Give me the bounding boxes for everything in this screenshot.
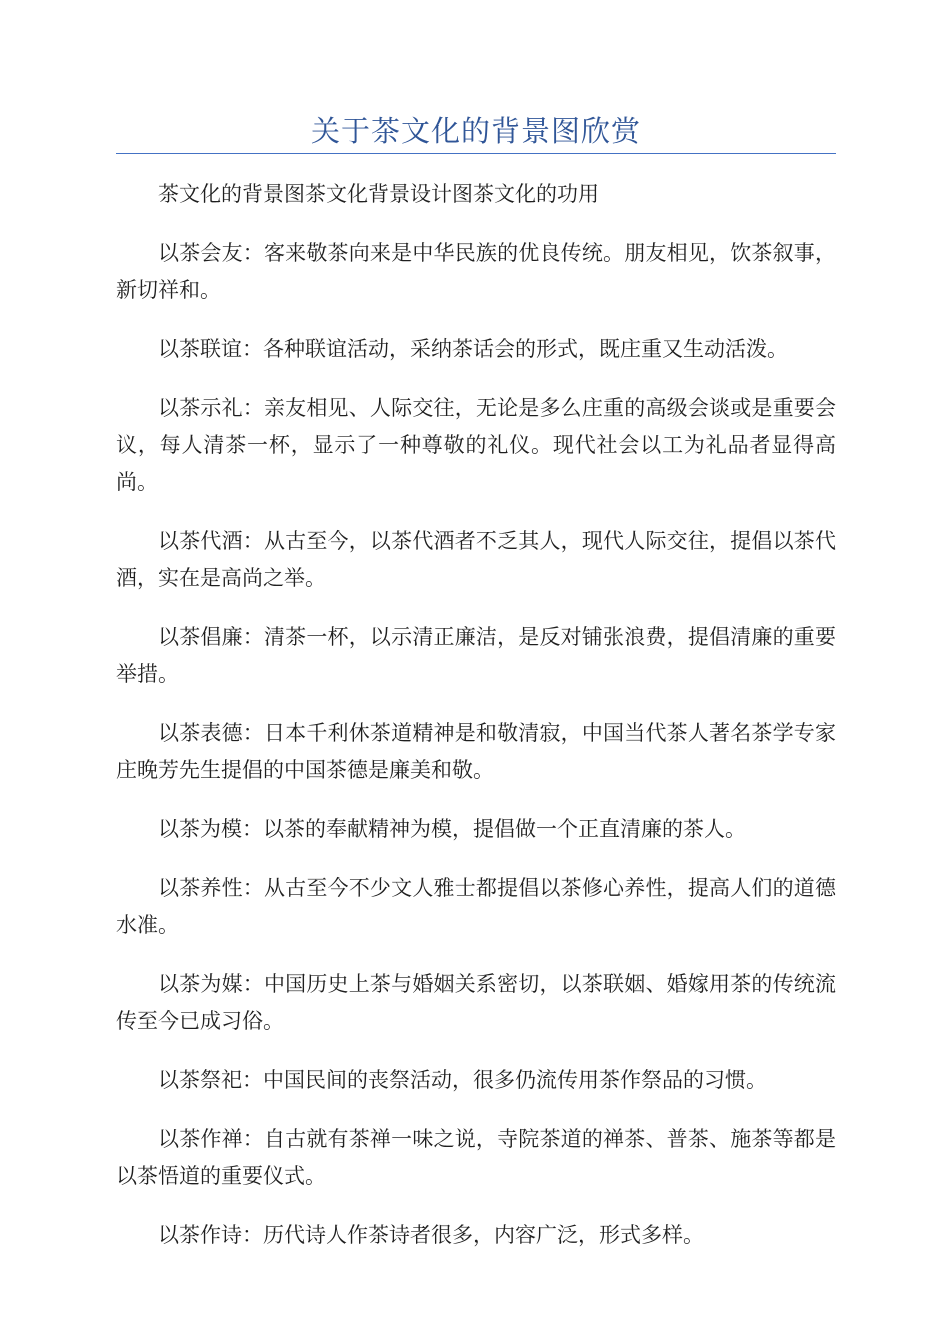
paragraph-poetry: 以茶作诗：历代诗人作茶诗者很多，内容广泛，形式多样。 [158,1223,704,1247]
paragraph-sacrifice: 以茶祭祀：中国民间的丧祭活动，很多仍流传用茶作祭品的习惯。 [158,1068,767,1092]
paragraph-integrity: 以茶倡廉：清茶一杯，以示清正廉洁，是反对铺张浪费，提倡清廉的重要举措。 [116,625,836,686]
paragraph-virtue: 以茶表德：日本千利休茶道精神是和敬清寂，中国当代茶人著名茶学专家庄晚芳先生提倡的中国茶德是廉美和敬。 [116,721,836,782]
paragraph-etiquette: 以茶示礼：亲友相见、人际交往，无论是多么庄重的高级会谈或是重要会议，每人清茶一杯，显示了一种尊敬的礼仪。现代社会以工为礼品者显得高尚。 [116,396,836,494]
title-underline [116,153,836,154]
document-body [116,176,836,1276]
paragraph-matchmaking: 以茶为媒：中国历史上茶与婚姻关系密切，以茶联姻、婚嫁用茶的传统流传至今已成习俗。 [116,972,836,1033]
paragraph-zen: 以茶作禅：自古就有茶禅一味之说，寺院茶道的禅茶、普茶、施茶等都是以茶悟道的重要仪式。 [116,1127,836,1188]
paragraph-model: 以茶为模：以茶的奉献精神为模，提倡做一个正直清廉的茶人。 [158,817,746,841]
document-title: 关于茶文化的背景图欣赏 [310,114,641,148]
paragraph-tea-for-wine: 以茶代酒：从古至今，以茶代酒者不乏其人，现代人际交往，提倡以茶代酒，实在是高尚之举。 [116,529,836,590]
paragraph-fellowship: 以茶联谊：各种联谊活动，采纳茶话会的形式，既庄重又生动活泼。 [158,337,788,361]
paragraph-intro: 茶文化的背景图茶文化背景设计图茶文化的功用 [158,182,599,206]
paragraph-cultivation: 以茶养性：从古至今不少文人雅士都提倡以茶修心养性，提高人们的道德水准。 [116,876,836,937]
paragraph-make-friends: 以茶会友：客来敬茶向来是中华民族的优良传统。朋友相见，饮茶叙事，新切祥和。 [116,241,836,302]
